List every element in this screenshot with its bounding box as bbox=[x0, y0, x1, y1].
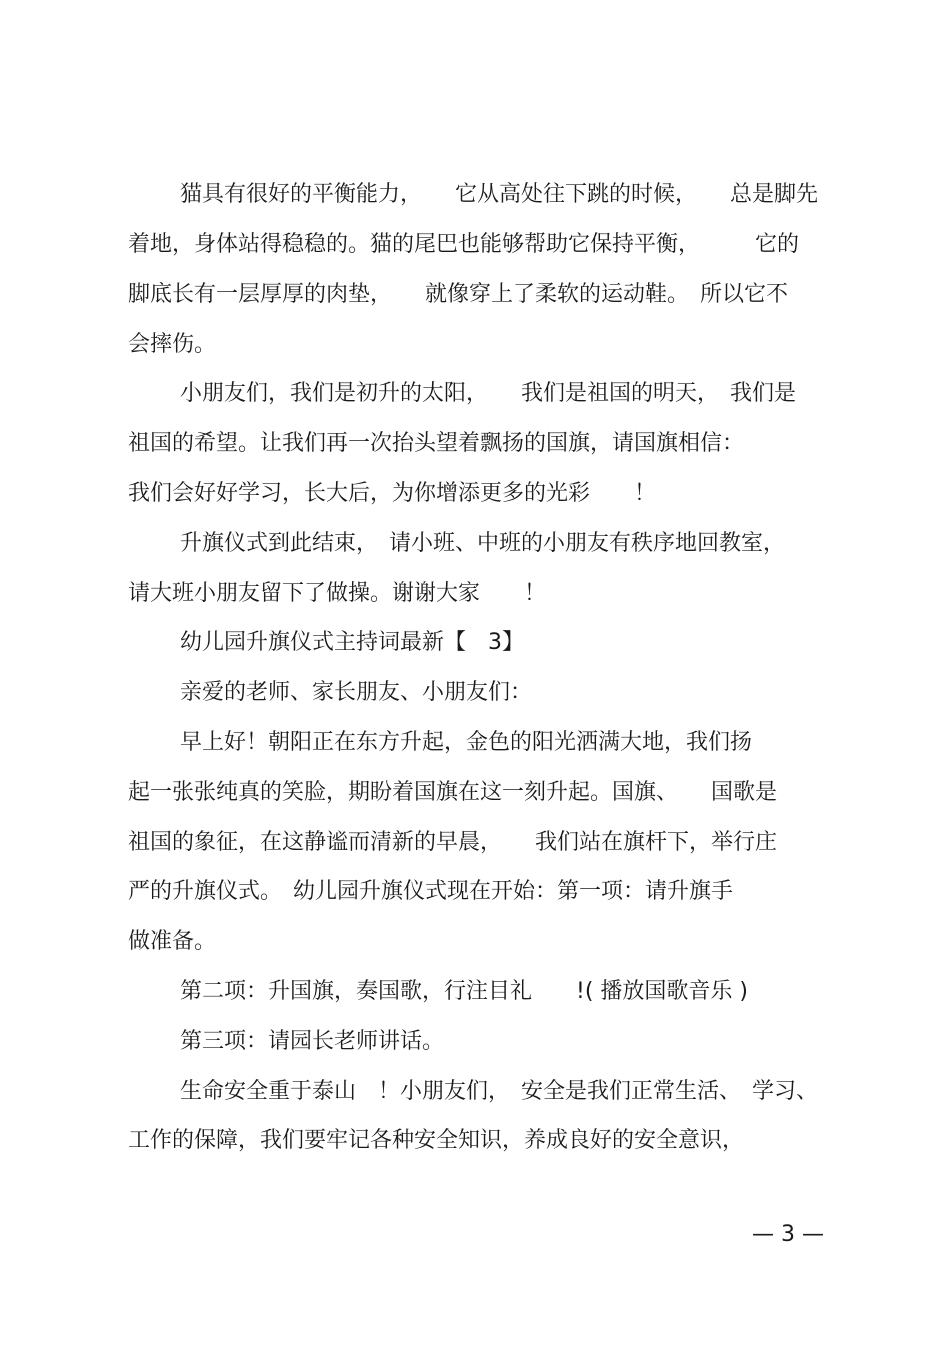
text-line: 会摔伤。 bbox=[128, 332, 217, 357]
text-line: 升旗仪式到此结束， 请小班、中班的小朋友有秩序地回教室， bbox=[180, 531, 786, 556]
text-line: 小朋友们，我们是初升的太阳， 我们是祖国的明天， 我们是 bbox=[180, 381, 797, 406]
text-line: 工作的保障，我们要牢记各种安全知识，养成良好的安全意识， bbox=[128, 1128, 745, 1153]
page-number: — 3 — bbox=[752, 1222, 824, 1247]
text-line: 我们会好好学习，长大后，为你增添更多的光彩 ！ bbox=[128, 481, 657, 506]
text-line: 脚底长有一层厚厚的肉垫， 就像穿上了柔软的运动鞋。 所以它不 bbox=[128, 282, 789, 307]
text-line: 起一张张纯真的笑脸，期盼着国旗在这一刻升起。国旗、 国歌是 bbox=[128, 780, 778, 805]
text-line: 第三项：请园长老师讲话。 bbox=[180, 1029, 445, 1054]
text-line: 祖国的希望。让我们再一次抬头望着飘扬的国旗，请国旗相信： bbox=[128, 431, 745, 456]
text-line: 猫具有很好的平衡能力， 它从高处往下跳的时候， 总是脚先 bbox=[180, 182, 819, 207]
text-line: 早上好！朝阳正在东方升起，金色的阳光洒满大地，我们扬 bbox=[180, 730, 753, 755]
greeting-line: 亲爱的老师、家长朋友、小朋友们： bbox=[180, 680, 533, 705]
text-line: 请大班小朋友留下了做操。谢谢大家 ！ bbox=[128, 581, 547, 606]
text-line: 着地，身体站得稳稳的。猫的尾巴也能够帮助它保持平衡， 它的 bbox=[128, 232, 800, 257]
text-line: 做准备。 bbox=[128, 929, 217, 954]
text-line: 严的升旗仪式。 幼儿园升旗仪式现在开始：第一项：请升旗手 bbox=[128, 879, 734, 904]
section-heading: 幼儿园升旗仪式主持词最新【 3】 bbox=[180, 630, 524, 655]
text-line: 祖国的象征，在这静谧而清新的早晨， 我们站在旗杆下，举行庄 bbox=[128, 830, 778, 855]
text-line: 第二项：升国旗，奏国歌，行注目礼 !( 播放国歌音乐 ) bbox=[180, 979, 748, 1004]
text-line: 生命安全重于泰山 ！小朋友们， 安全是我们正常生活、 学习、 bbox=[180, 1079, 819, 1104]
